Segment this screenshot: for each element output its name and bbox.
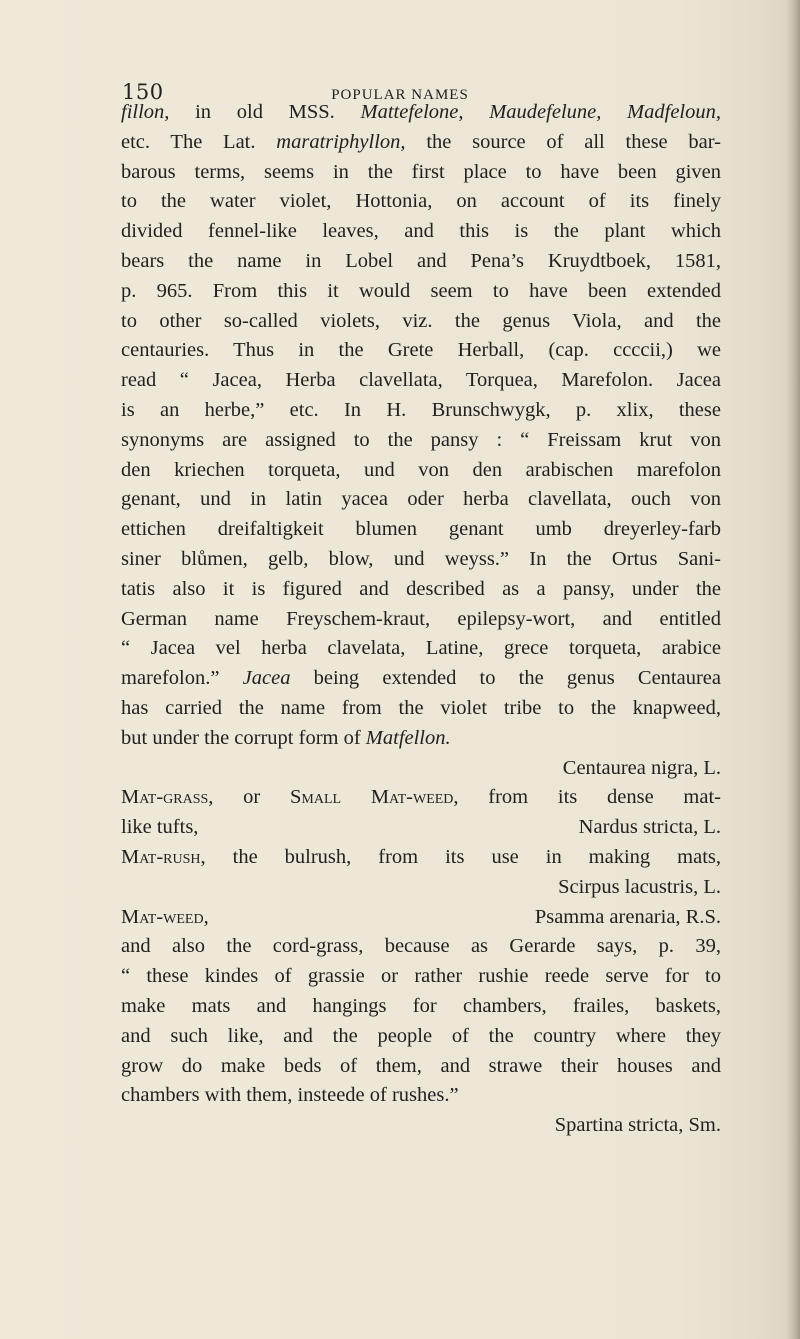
reference-scirpus: Scirpus lacustris, L. xyxy=(558,875,721,898)
text-line: and also the cord-grass, because as Gerarde says, p. 39, xyxy=(121,935,721,958)
text-line: etc. The Lat. maratriphyllon, the source of all these bar- xyxy=(121,130,722,153)
text-line: siner blůmen, gelb, blow, und weyss.” In the Ortus Sani- xyxy=(121,547,721,570)
text-line: make mats and hangings for chambers, frailes, baskets, xyxy=(121,994,721,1017)
reference-psamma: Psamma arenaria, R.S. xyxy=(534,905,721,928)
text-line: to other so-called violets, viz. the genus Viola, and the xyxy=(121,309,721,332)
italic-term: maratriphyllon, xyxy=(276,130,406,153)
text-line: p. 965. From this it would seem to have been extended xyxy=(121,279,721,302)
entry-mat-rush: Mat-rush, the bulrush, from its use in making mats, Scirpus lacustris, L. xyxy=(121,843,721,903)
entry-mat-grass: Mat-grass, or Small Mat-weed, from its dense mat- like tufts, Nardus stricta, L. xyxy=(121,783,721,843)
paragraph-cord-grass xyxy=(121,932,721,1111)
entry-headword: Mat-rush, xyxy=(121,845,206,868)
text-line: has carried the name from the violet tribe to the knapweed, xyxy=(121,696,721,719)
paragraph-matfellon xyxy=(121,98,721,754)
entry-headword: Mat-grass, xyxy=(121,786,214,809)
reference-spartina: Spartina stricta, Sm. xyxy=(554,1114,721,1137)
text-line: but under the corrupt form of Matfellon. xyxy=(121,726,451,749)
text-line: synonyms are assigned to the pansy : “ Freissam krut von xyxy=(121,428,721,451)
text-line: bears the name in Lobel and Pena’s Kruydtboek, 1581, xyxy=(121,249,721,272)
reference-centaurea: Centaurea nigra, L. xyxy=(562,756,721,779)
text-line: and such like, and the people of the country where they xyxy=(121,1024,721,1047)
text-line: German name Freyschem-kraut, epilepsy-wort, and entitled xyxy=(121,607,721,630)
reference-nardus: Nardus stricta, L. xyxy=(578,816,721,839)
italic-term: Jacea xyxy=(242,667,291,690)
page-number: 150 xyxy=(122,80,164,104)
text-line: ettichen dreifaltigkeit blumen genant umb dreyerley-farb xyxy=(121,518,721,541)
entry-mat-weed xyxy=(121,903,721,933)
text-line: marefolon.” Jacea being extended to the genus Centaurea xyxy=(121,667,721,690)
entry-headword: Mat-weed, xyxy=(121,905,209,928)
italic-term: Mattefelone, Maudefelune, Madfeloun, xyxy=(360,101,721,123)
text-line: is an herbe,” etc. In H. Brunschwygk, p. xlix, these xyxy=(121,398,721,421)
text-line: read “ Jacea, Herba clavellata, Torquea, Marefolon. Jacea xyxy=(121,369,721,392)
text-line: fillon, in old MSS. Mattefelone, Maudefelune, Madfeloun, xyxy=(121,101,721,123)
text-line: “ these kindes of grassie or rather rushie reede serve for to xyxy=(121,965,721,988)
entry-headword: Small Mat-weed, xyxy=(290,786,459,809)
italic-term: Matfellon. xyxy=(365,726,451,749)
text-line: den kriechen torqueta, und von den arabischen marefolon xyxy=(121,458,721,481)
text-line: divided fennel-like leaves, and this is the plant which xyxy=(121,220,721,243)
text-line: tatis also it is figured and described as a pansy, under the xyxy=(121,577,721,600)
page-edge-shadow xyxy=(786,0,800,1339)
body-text xyxy=(121,98,721,1141)
text-line: chambers with them, insteede of rushes.” xyxy=(121,1084,459,1107)
running-head: POPULAR NAMES xyxy=(331,87,469,103)
text-line: genant, und in latin yacea oder herba clavellata, ouch von xyxy=(121,488,721,511)
text-line: barous terms, seems in the first place to have been given xyxy=(121,160,721,183)
text-line: centauries. Thus in the Grete Herball, (cap. ccccii,) we xyxy=(121,339,721,362)
text-line: “ Jacea vel herba clavelata, Latine, grece torqueta, arabice xyxy=(121,637,721,660)
text-line: grow do make beds of them, and strawe their houses and xyxy=(121,1054,721,1077)
italic-term: fillon, xyxy=(121,101,170,123)
text-line: to the water violet, Hottonia, on account of its finely xyxy=(121,190,721,213)
